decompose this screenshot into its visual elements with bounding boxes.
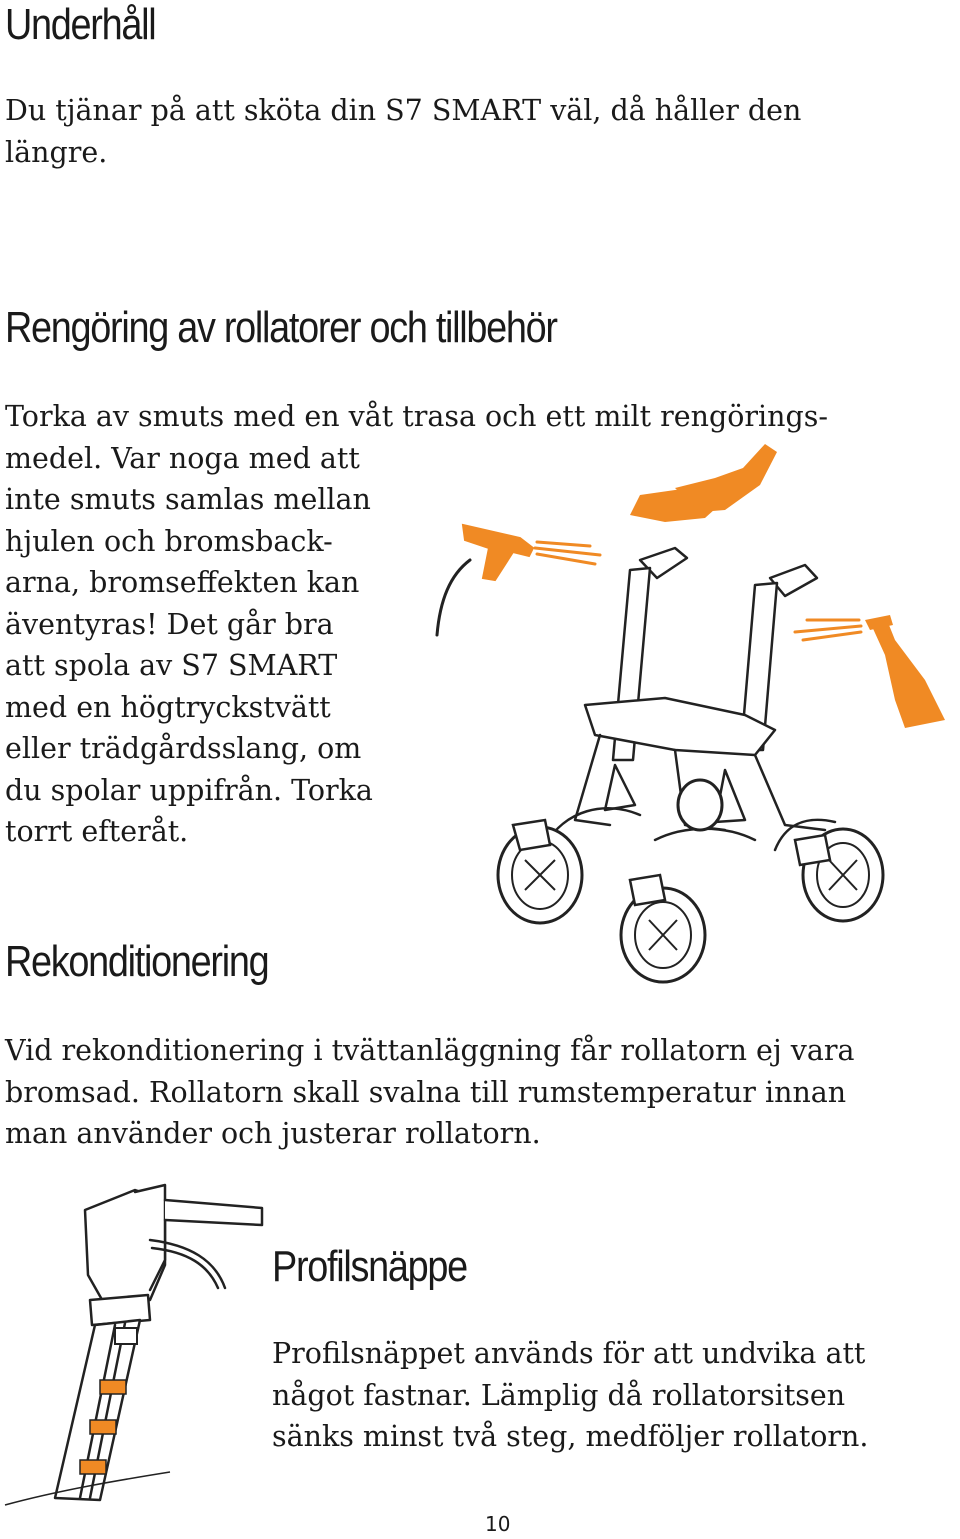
heading-profilsnappe: Profilsnäppe (272, 1242, 467, 1291)
text-line: med en högtryckstvätt (5, 690, 331, 724)
profile-snap-icon (100, 1380, 126, 1394)
text-line: Vid rekonditionering i tvättanläggning får rollatorn ej vara (5, 1034, 855, 1067)
paragraph-underhall (5, 90, 801, 173)
text-line: eller trädgårdsslang, om (5, 732, 362, 765)
text-line: Du tjänar på att sköta din S7 SMART väl, då håller den (5, 94, 802, 127)
text-line: medel. Var noga med att (5, 441, 360, 475)
spray-gun-icon (463, 525, 533, 580)
profile-snap-illustration (0, 1180, 270, 1510)
wheel-icon (678, 780, 722, 830)
heading-rekonditionering: Rekonditionering (5, 937, 269, 986)
text-line: längre. (5, 135, 108, 169)
text-line: äventyras! Det går bra (5, 607, 334, 641)
text-line: bromsad. Rollatorn skall svalna till rumstemperatur innan (5, 1075, 847, 1109)
text-line: inte smuts samlas mellan (5, 483, 371, 516)
profile-snap-icon (80, 1460, 106, 1474)
text-line: Torka av smuts med en våt trasa och ett milt rengörings- (5, 400, 828, 433)
hose-icon (437, 560, 470, 635)
paragraph-rekonditionering (5, 1030, 855, 1155)
text-line: arna, bromseffekten kan (5, 566, 360, 599)
text-line: något fastnar. Lämplig då rollatorsitsen (272, 1378, 846, 1412)
text-line: Profilsnäppet används för att undvika att (272, 1337, 866, 1370)
page-number: 10 (485, 1512, 511, 1536)
rollator-cleaning-illustration (425, 430, 960, 985)
text-line: torrt efteråt. (5, 815, 189, 848)
spray-bottle-icon (870, 620, 945, 728)
heading-underhall: Underhåll (5, 0, 156, 49)
text-line: du spolar uppifrån. Torka (5, 773, 373, 807)
paragraph-profilsnappe (272, 1333, 868, 1458)
text-line: sänks minst två steg, medföljer rollatorn. (272, 1420, 869, 1453)
heading-rengoring: Rengöring av rollatorer och tillbehör (5, 303, 557, 352)
text-line: hjulen och bromsback- (5, 524, 333, 558)
text-line: man använder och justerar rollatorn. (5, 1117, 541, 1150)
profile-snap-icon (90, 1420, 116, 1434)
text-line: att spola av S7 SMART (5, 649, 338, 682)
